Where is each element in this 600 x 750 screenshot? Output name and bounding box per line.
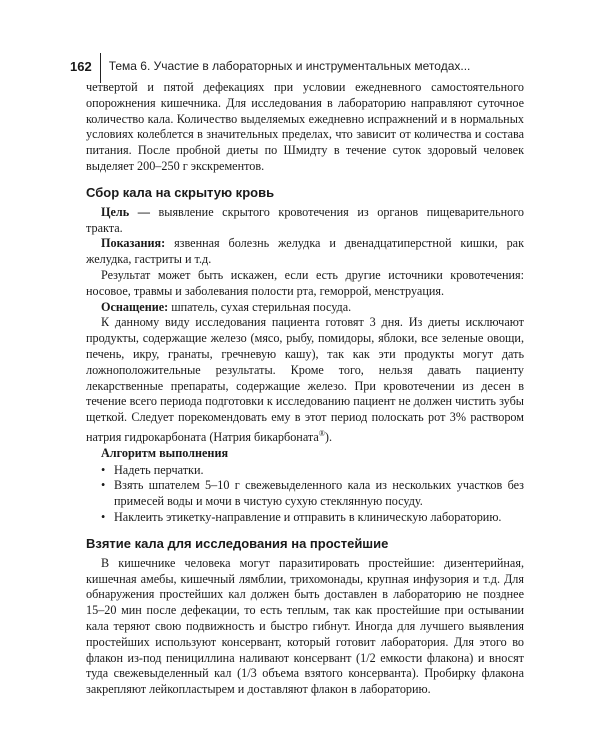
step-text: Наклеить этикетку-направление и отправить в клиническую лабораторию. [114, 509, 502, 524]
list-item [101, 510, 524, 526]
preparation-paragraph [86, 315, 524, 445]
bullet-icon: • [101, 462, 106, 477]
algorithm-steps-list [86, 463, 524, 526]
step-text: Взять шпателем 5–10 г свежевыделенного кала из нескольких участков без примесей воды и мочи в чистую сухую стеклянную посуду. [114, 478, 524, 509]
list-item [101, 478, 524, 510]
equipment-paragraph [86, 300, 524, 316]
bullet-icon: • [101, 509, 106, 524]
page-content [86, 80, 524, 698]
indications-text: язвенная болезнь желудка и двенадцатиперстной кишки, рак желудка, гастриты и т.д. [86, 236, 524, 267]
section-heading-occult-blood: Сбор кала на скрытую кровь [86, 184, 275, 200]
step-text: Надеть перчатки. [114, 462, 204, 477]
indications-paragraph [86, 236, 524, 268]
bullet-icon: • [101, 478, 106, 493]
chapter-title: Тема 6. Участие в лабораторных и инструментальных методах... [108, 59, 471, 73]
preparation-tail: ). [324, 430, 332, 444]
header-divider [100, 53, 101, 83]
goal-label: Цель — [101, 204, 150, 219]
section-heading-protozoa: Взятие кала для исследования на простейшие [86, 535, 389, 551]
running-header [70, 55, 540, 77]
indications-label: Показания: [101, 236, 166, 251]
intro-paragraph: четвертой и пятой дефекациях при условии ежедневного самостоятельного опорожнения кишечника. Для исследования в лабораторию направляют суточное количество кала. Количество выделяемых ежедневно испражнений и в нормальных условиях колеблется в значительных пределах, что зависит от количества и состава питания. После пробной диеты по Шмидту в течение суток здоровый человек выделяет 200–250 г экскрементов. [86, 80, 524, 173]
algorithm-heading: Алгоритм выполнения [101, 445, 229, 460]
list-item [101, 463, 524, 479]
equipment-label: Оснащение: [101, 299, 169, 314]
preparation-text: К данному виду исследования пациента готовят 3 дня. Из диеты исключают продукты, содержащие железо (мясо, рыбу, помидоры, яблоки, все зеленые овощи, печень, икру, гранаты, гречневую кашу), так как эти продукты могут дать ложноположительные результаты. Кроме того, нельзя давать пациенту лекарственные препараты, содержащие железо. При кровотечении из десен в течение всего периода подготовки к исследованию пациент не должен чистить зубы щеткой. Следует порекомендовать ему в этот период полоскать рот 3% раствором натрия гидрокарбоната (Натрия бикарбоната [86, 315, 524, 444]
distortion-paragraph: Результат может быть искажен, если есть другие источники кровотечения: носовое, травмы и заболевания полости рта, геморрой, менструация. [86, 267, 524, 298]
equipment-text: шпатель, сухая стерильная посуда. [168, 299, 352, 314]
protozoa-paragraph: В кишечнике человека могут паразитировать простейшие: дизентерийная, кишечная амебы, кишечный лямблии, трихомонады, крупная инфузория и т.д. Для обнаружения простейших кал должен быть доставлен в лабораторию не позднее 15–20 мин после дефекации, то есть теплым, так как простейшие при остывании кала теряют свою подвижность и быстро гибнут. Иногда для лучшего выявления простейших используют консервант, который готовит лаборатория. Для этого во флакон из-под пенициллина наливают консервант (1/2 емкости флакона) и вносят туда свежевыделенный кал (1/3 объема взятого консерванта). Пробирку флакона закрепляют лейкопластырем и доставляют флакон в лабораторию. [86, 555, 524, 697]
goal-paragraph [86, 205, 524, 237]
page-number: 162 [70, 58, 92, 74]
registered-mark: ® [318, 428, 325, 438]
goal-text: выявление скрытого кровотечения из органов пищеварительного тракта. [86, 204, 525, 235]
